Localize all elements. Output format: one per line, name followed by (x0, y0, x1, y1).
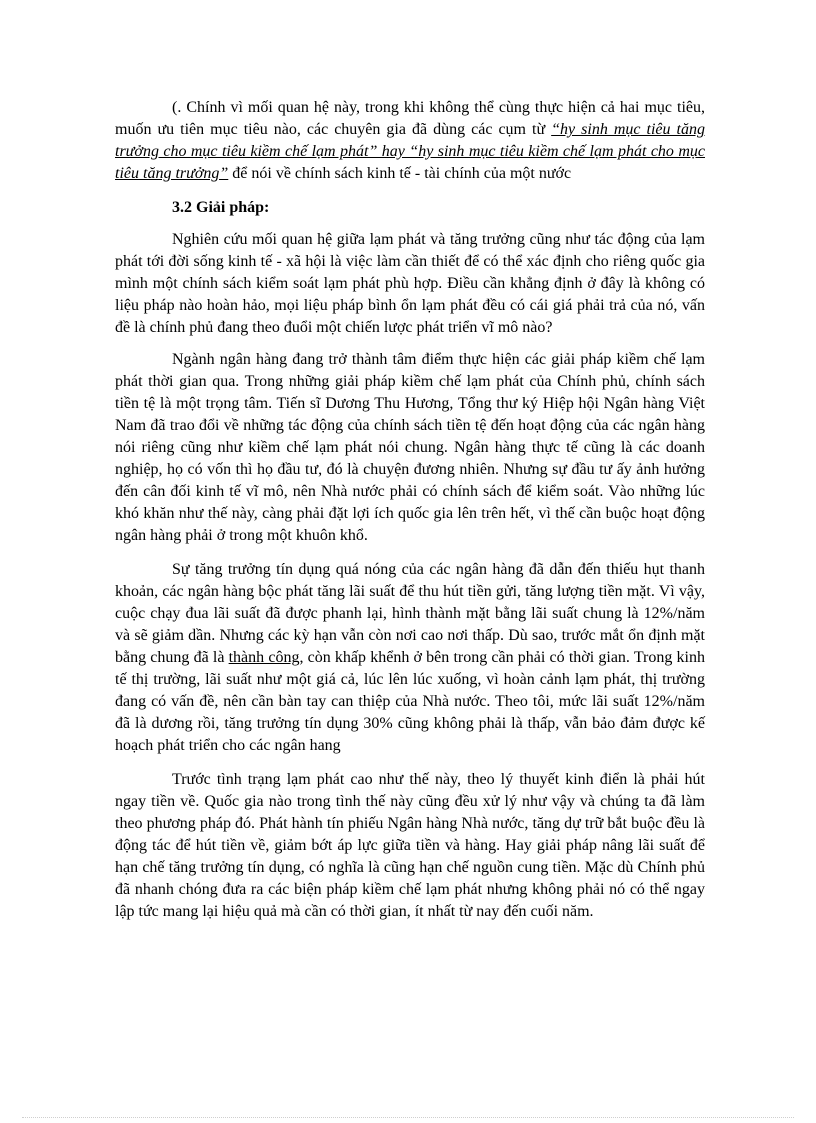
paragraph-credit-tail: , còn khấp khểnh ở bên trong cần phải có thời gian. Trong kinh tế thị trường, lãi suất như một giá cả, lúc lên lúc xuống, vì hoàn cảnh lạm phát, thị trường đang có vấn đề, nên cần bàn tay can thiệp của Nhà nước. Theo tôi, mức lãi suất 12%/năm đã là dương rồi, tăng trưởng tín dụng 30% cũng không phải là thấp, vẫn bảo đảm được kế hoạch phát triển cho các ngân hang (115, 649, 705, 754)
paragraph-credit-text: Sự tăng trưởng tín dụng quá nóng của các ngân hàng đã dẫn đến thiếu hụt thanh khoản, các ngân hàng bộc phát tăng lãi suất để thu hút tiền gửi, tăng lượng tiền mặt. Vì vậy, cuộc chạy đua lãi suất đã được phanh lại, hình thành mặt bằng lãi suất chung là 12%/năm và sẽ giảm dần. Nhưng các kỳ hạn vẫn còn nơi cao nơi thấp. Dù sao, trước mắt ổn định mặt bằng chung đã là (115, 561, 705, 666)
quoted-phrases: “hy sinh mục tiêu tăng trưởng cho mục tiêu kiềm chế lạm phát” hay “hy sinh mục tiêu kiềm chế lạm phát cho mục tiêu tăng trưởng” (115, 121, 706, 182)
paragraph-research: Nghiên cứu mối quan hệ giữa lạm phát và tăng trưởng cũng như tác động của lạm phát tới đời sống kinh tế - xã hội là việc làm cần thiết để có thể xác định cho riêng quốc gia mình một chính sách kiểm soát lạm phát phù hợp. Điều cần khẳng định ở đây là không có liệu pháp nào hoàn hảo, mọi liệu pháp bình ổn lạm phát đều có cái giá phải trả của nó, vấn đề là chính phủ đang theo đuổi một chiến lược phát triển vĩ mô nào? (115, 231, 705, 336)
paragraph-intro-tail: để nói về chính sách kinh tế - tài chính của một nước (228, 165, 572, 182)
page-bottom-rule (22, 1117, 794, 1118)
paragraph-intro-text: (. Chính vì mối quan hệ này, trong khi không thể cùng thực hiện cả hai mục tiêu, muốn ưu tiên mục tiêu nào, các chuyên gia đã dùng các cụm từ (115, 99, 705, 138)
paragraph-banking: Ngành ngân hàng đang trở thành tâm điểm thực hiện các giải pháp kiềm chế lạm phát thời gian qua. Trong những giải pháp kiềm chế lạm phát của Chính phủ, chính sách tiền tệ là một trọng tâm. Tiến sĩ Dương Thu Hương, Tổng thư ký Hiệp hội Ngân hàng Việt Nam đã trao đổi về những tác động của chính sách tiền tệ đến hoạt động của các ngân hàng nói riêng cũng như kiềm chế lạm phát nói chung. Ngân hàng thực tế cũng là các doanh nghiệp, họ có vốn thì họ đầu tư, đó là chuyện đương nhiên. Nhưng sự đầu tư ấy ảnh hưởng đến cân đối kinh tế vĩ mô, nên Nhà nước phải có chính sách để kiểm soát. Vào những lúc khó khăn như thế này, càng phải đặt lợi ích quốc gia lên trên hết, vì thế cần buộc hoạt động ngân hàng phải ở trong một khuôn khổ. (115, 351, 705, 544)
document-body (115, 97, 705, 923)
paragraph-inflation-measures: Trước tình trạng lạm phát cao như thế này, theo lý thuyết kinh điển là phải hút ngay tiền về. Quốc gia nào trong tình thế này cũng đều xử lý như vậy và chúng ta đã làm theo phương pháp đó. Phát hành tín phiếu Ngân hàng Nhà nước, tăng dự trữ bắt buộc đều là động tác để hút tiền về, giảm bớt áp lực giữa tiền và hàng. Hay giải pháp nâng lãi suất để hạn chế tăng trưởng tín dụng, có nghĩa là cũng hạn chế nguồn cung tiền. Mặc dù Chính phủ đã nhanh chóng đưa ra các biện pháp kiềm chế lạm phát nhưng không phải nó có thể ngay lập tức mang lại hiệu quả mà cần có thời gian, ít nhất từ nay đến cuối năm. (115, 771, 705, 920)
section-heading: 3.2 Giải pháp: (172, 199, 270, 216)
success-link[interactable]: thành công (228, 649, 300, 666)
paragraph-intro (115, 97, 705, 185)
paragraph-credit-growth (115, 559, 705, 757)
